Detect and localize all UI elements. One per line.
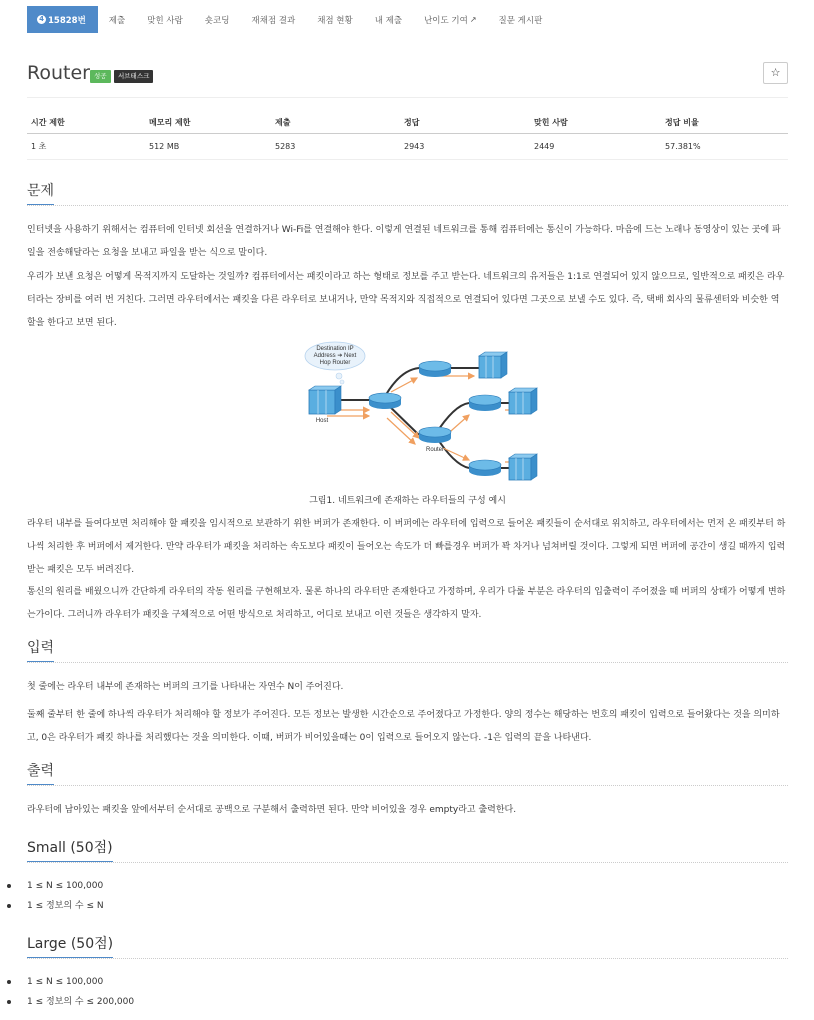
value-accepted: 2943 bbox=[400, 134, 530, 160]
figure-caption: 그림1. 네트워크에 존재하는 라우터들의 구성 예시 bbox=[309, 496, 506, 506]
server-icon bbox=[479, 352, 507, 378]
router-icon bbox=[419, 427, 451, 443]
host-computer-icon bbox=[309, 386, 341, 414]
tab-question-board[interactable]: 질문 게시판 bbox=[498, 15, 543, 26]
header-time-limit: 시간 제한 bbox=[27, 112, 145, 134]
problem-paragraph-1: 인터넷을 사용하기 위해서는 컴퓨터에 인터넷 회선을 연결하거나 Wi-Fi를 연결해야 한다. 이렇게 연결된 네트워크를 통해 컴퓨터에는 통신이 가능하다. 마음에 드는 노래나 동영상이 있는 곳에 파일을 전송해달라는 요청을 보내고 파일을 받는 식으로 말이다. bbox=[27, 225, 781, 258]
divider bbox=[27, 958, 788, 959]
tab-submit[interactable]: 제출 bbox=[108, 15, 126, 26]
divider bbox=[27, 785, 788, 786]
router-network-figure bbox=[279, 340, 539, 485]
value-time-limit: 1 초 bbox=[27, 134, 145, 160]
small-constraints-list bbox=[27, 876, 104, 916]
tab-problem-label: 15828번 bbox=[48, 15, 86, 26]
router-icon bbox=[419, 361, 451, 377]
external-link-icon: ↗ bbox=[469, 15, 477, 24]
list-item: 1 ≤ 정보의 수 ≤ N bbox=[27, 896, 104, 916]
problem-paragraph-4: 통신의 원리를 배웠으니까 간단하게 라우터의 작동 원리를 구현해보자. 물론 하나의 라우터만 존재한다고 가정하며, 우리가 다룰 부분은 라우터의 입출력이 주어졌을 때 버퍼의 상태가 어떻게 변하는가이다. 그러니까 라우터가 패킷을 구체적으로 어떤 방식으로 처리하고, 어디로 보내고 이런 것들은 생각하지 말자. bbox=[27, 587, 786, 620]
problem-heading-text: 문제 bbox=[27, 180, 54, 205]
problem-paragraph-2: 우리가 보낸 요청은 어떻게 목적지까지 도달하는 것일까? 컴퓨터에서는 패킷이라고 하는 형태로 정보를 주고 받는다. 네트워크의 유저들은 1:1로 연결되어 있지 않으므로, 일반적으로 패킷은 라우터라는 장비를 여러 번 거친다. 그러면 라우터에서는 패킷을 다른 라우터로 보내거나, 만약 목적지와 직접적으로 연결되어 있다면 그곳으로 보낼 수도 있다. 즉, 택배 회사의 물류센터와 비슷한 역할을 한다고 보면 된다. bbox=[27, 272, 785, 328]
server-icon bbox=[509, 388, 537, 414]
input-paragraph-2: 둘째 줄부터 한 줄에 하나씩 라우터가 처리해야 할 정보가 주어진다. 모든 정보는 발생한 시간순으로 주어졌다고 가정한다. 양의 정수는 해당하는 번호의 패킷이 입력으로 들어왔다는 것을 의미하고, 0은 라우터가 패킷 하나를 처리했다는 것을 의미한다. 이때, 버퍼가 비어있을때는 0이 입력으로 들어오지 않는다. -1은 입력의 끝을 나타낸다. bbox=[27, 710, 780, 743]
problem-nav bbox=[27, 6, 788, 33]
router-icon bbox=[469, 460, 501, 476]
header-accept-ratio: 정답 비율 bbox=[661, 112, 788, 134]
tab-solved-users[interactable]: 맞힌 사람 bbox=[147, 15, 183, 26]
star-button[interactable] bbox=[763, 62, 788, 84]
header-solved-users: 맞힌 사람 bbox=[530, 112, 661, 134]
list-item: 1 ≤ N ≤ 100,000 bbox=[27, 876, 104, 896]
header-accepted: 정답 bbox=[400, 112, 530, 134]
header-memory-limit: 메모리 제한 bbox=[145, 112, 271, 134]
list-item: 1 ≤ N ≤ 100,000 bbox=[27, 972, 134, 992]
large-subtask-heading bbox=[27, 933, 788, 958]
bubble-text-1: Destination IP bbox=[316, 346, 354, 352]
divider bbox=[27, 662, 788, 663]
tab-status[interactable]: 채점 현황 bbox=[317, 15, 353, 26]
value-accept-ratio: 57.381% bbox=[661, 134, 788, 160]
output-heading-text: 출력 bbox=[27, 760, 54, 785]
header-submissions: 제출 bbox=[271, 112, 400, 134]
list-item: 1 ≤ 정보의 수 ≤ 200,000 bbox=[27, 992, 134, 1012]
tab-difficulty-label: 난이도 기여 bbox=[424, 15, 468, 26]
input-paragraph-1: 첫 줄에는 라우터 내부에 존재하는 버퍼의 크기를 나타내는 자연수 N이 주어진다. bbox=[27, 682, 344, 692]
value-solved-users: 2449 bbox=[530, 134, 661, 160]
problem-info-table bbox=[27, 112, 788, 160]
input-section-heading bbox=[27, 637, 788, 662]
output-paragraph-1: 라우터에 남아있는 패킷을 앞에서부터 순서대로 공백으로 구분해서 출력하면 된다. 만약 비어있을 경우 empty라고 출력한다. bbox=[27, 805, 517, 815]
value-memory-limit: 512 MB bbox=[145, 134, 271, 160]
problem-header bbox=[27, 62, 788, 92]
tab-my-submissions[interactable]: 내 제출 bbox=[374, 15, 403, 26]
table-row bbox=[27, 134, 788, 160]
host-label: Host bbox=[315, 418, 329, 424]
bubble-text-2: Address ➔ Next bbox=[313, 353, 357, 359]
divider bbox=[27, 97, 788, 98]
tier-badge-icon: 4 bbox=[37, 15, 46, 24]
router-label: Router bbox=[425, 447, 445, 453]
table-header-row bbox=[27, 112, 788, 134]
router-icon bbox=[369, 393, 401, 409]
bubble-text-3: Hop Router bbox=[319, 360, 351, 366]
subtask-label[interactable]: 서브태스크 bbox=[114, 70, 153, 83]
tab-problem[interactable] bbox=[27, 6, 98, 33]
tab-difficulty-contribution[interactable] bbox=[413, 6, 487, 33]
success-label: 성공 bbox=[90, 70, 111, 83]
server-icon bbox=[509, 454, 537, 480]
large-heading-text: Large (50점) bbox=[27, 933, 113, 958]
router-icon bbox=[469, 395, 501, 411]
large-constraints-list bbox=[27, 972, 134, 1012]
tab-rejudge-results[interactable]: 재채점 결과 bbox=[251, 15, 296, 26]
small-subtask-heading bbox=[27, 837, 788, 862]
value-submissions: 5283 bbox=[271, 134, 400, 160]
input-heading-text: 입력 bbox=[27, 637, 54, 662]
output-section-heading bbox=[27, 760, 788, 785]
problem-section-heading bbox=[27, 180, 788, 205]
divider bbox=[27, 205, 788, 206]
divider bbox=[27, 862, 788, 863]
tab-short-coding[interactable]: 숏코딩 bbox=[204, 15, 230, 26]
page-title: Router bbox=[27, 62, 90, 84]
problem-paragraph-3: 라우터 내부를 들여다보면 처리해야 할 패킷을 임시적으로 보관하기 위한 버퍼가 존재한다. 이 버퍼에는 라우터에 입력으로 들어온 패킷들이 순서대로 위치하고, 라우터에서는 먼저 온 패킷부터 하나씩 처리한 후 버퍼에서 제거한다. 만약 라우터가 패킷을 처리하는 속도보다 패킷이 들어오는 속도가 더 빠를경우 버퍼가 꽉 차거나 넘쳐버릴 것이다. 그렇게 되면 버퍼에 공간이 생길 때까지 입력받는 패킷은 모두 버려진다. bbox=[27, 519, 786, 575]
small-heading-text: Small (50점) bbox=[27, 837, 113, 862]
star-icon: ☆ bbox=[770, 66, 781, 79]
